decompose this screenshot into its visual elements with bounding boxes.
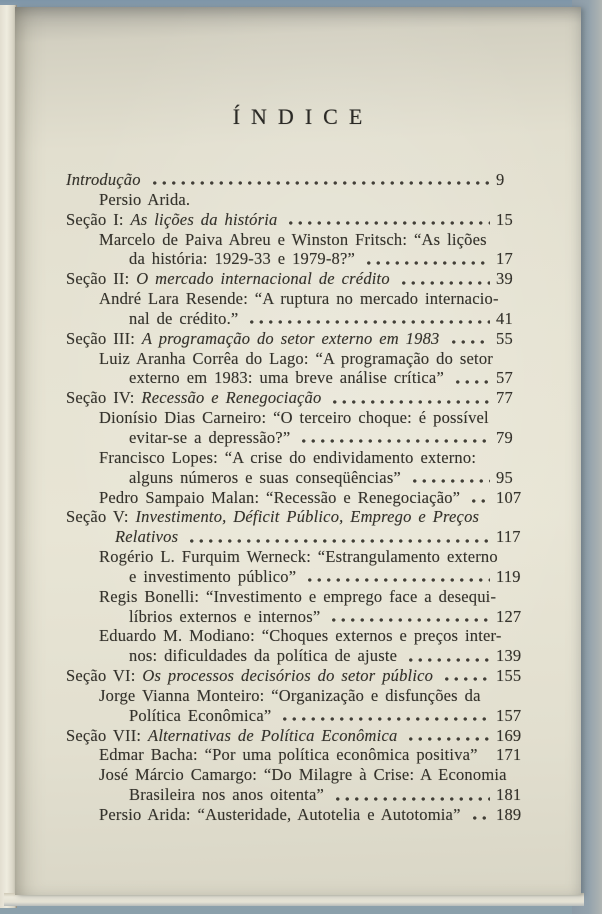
dot-leader [305,567,490,587]
book-page [15,7,581,895]
toc-entry-text: líbrios externos e internos” [129,606,321,626]
toc-page-number: 41 [496,308,513,328]
toc-entry-text: Seção VI: Os processos decisórios do setor público [66,666,434,686]
toc-page-number: 189 [496,805,522,824]
toc-entry-text: Seção VII: Alternativas de Política Econômica [66,725,398,745]
dot-leader [187,527,490,547]
dot-leader [449,329,491,349]
dot-leader [150,170,490,190]
dot-leader [453,368,490,388]
toc-entry-text: Brasileira nos anos oitenta” [129,785,325,805]
toc-row [15,726,581,746]
toc-entry-text: alguns números e suas conseqüências” [129,467,401,487]
toc-page-number: 127 [496,606,522,626]
toc-list [15,170,581,825]
toc-page-number: 155 [496,666,522,686]
toc-page-number: 169 [496,725,522,745]
dot-leader [247,309,490,329]
toc-page-number: 139 [496,646,522,666]
toc-row [15,388,581,408]
toc-row [15,210,581,230]
toc-page-number: 95 [496,467,513,487]
toc-entry-text: Seção V: Investimento, Déficit Público, Emprego e Preços [66,507,480,527]
toc-entry-text: Edmar Bacha: “Por uma política econômica positiva” [99,745,478,765]
toc-entry-text: Regis Bonelli: “Investimento e emprego face a desequi- [99,586,497,606]
toc-row [15,408,581,428]
toc-entry-text: Persio Arida. [99,189,191,209]
toc-row [15,309,581,329]
toc-entry-text: nos: dificuldades da política de ajuste [129,646,398,666]
toc-row [15,745,581,765]
toc-row [15,626,581,646]
toc-page-number: 171 [496,745,522,765]
toc-row [15,249,581,269]
toc-entry-text: Seção III: A programação do setor externo em 1983 [66,328,440,348]
page-title: ÍNDICE [232,104,374,129]
toc-entry-text: Política Econômica” [129,705,272,725]
toc-row [15,587,581,607]
dot-leader [286,210,490,230]
toc-row [15,646,581,666]
toc-row [15,190,581,210]
toc-page-number: 107 [496,487,522,507]
toc-row [15,607,581,627]
toc-entry-text: da história: 1929-33 e 1979-8?” [129,249,356,269]
toc-page-number: 17 [496,249,513,269]
dot-leader [364,249,490,269]
toc-entry-text: André Lara Resende: “A ruptura no mercado internacio- [99,289,499,309]
toc-row [15,428,581,448]
dot-leader [470,805,490,825]
toc-page-number: 9 [496,170,505,189]
toc-row [15,805,581,825]
toc-entry-text: externo em 1983: uma breve análise crítica” [129,368,444,388]
toc-entry-text: evitar-se a depressão?” [129,427,291,447]
toc-entry-text: Eduardo M. Modiano: “Choques externos e preços inter- [99,626,502,646]
dot-leader [410,468,490,488]
toc-row [15,368,581,388]
toc-entry-text: Pedro Sampaio Malan: “Recessão e Renegociação” [99,487,461,507]
dot-leader [280,706,490,726]
toc-row [15,686,581,706]
toc-page-number: 119 [496,566,521,586]
toc-entry-text: Relativos [115,527,179,547]
toc-row [15,230,581,250]
toc-row [15,567,581,587]
toc-entry-text: José Márcio Camargo: “Do Milagre à Crise: A Economia [99,765,507,785]
toc-page-number: 181 [496,785,522,805]
toc-row [15,488,581,508]
dot-leader [399,269,490,289]
toc-row [15,706,581,726]
toc-page-number: 77 [496,388,513,408]
toc-row [15,666,581,686]
dot-leader [406,646,490,666]
toc-row [15,329,581,349]
toc-row [15,547,581,567]
toc-entry-text: Seção I: As lições da história [66,209,278,229]
toc-page-number: 39 [496,269,513,289]
dot-leader [330,388,490,408]
dot-leader [487,745,490,765]
toc-page-number: 57 [496,368,513,388]
toc-entry-text: Dionísio Dias Carneiro: “O terceiro choque: é possível [99,408,489,428]
toc-page-number: 15 [496,209,513,229]
dot-leader [442,666,490,686]
toc-page-number: 117 [496,527,521,547]
toc-entry-text: Luiz Aranha Corrêa do Lago: “A programação do setor [99,348,493,368]
toc-entry-text: Persio Arida: “Austeridade, Autotelia e Autotomia” [99,805,461,824]
dot-leader [406,726,490,746]
toc-row [15,468,581,488]
toc-entry-text: Rogério L. Furquim Werneck: “Estrangulamento externo [99,547,498,567]
dot-leader [333,785,490,805]
toc-row [15,289,581,309]
toc-page-number: 157 [496,705,522,725]
toc-row [15,269,581,289]
dot-leader [299,428,490,448]
toc-page-number: 55 [496,328,513,348]
toc-entry-text: Marcelo de Paiva Abreu e Winston Fritsch: “As lições [99,229,487,249]
toc-entry-text: nal de crédito.” [129,308,239,328]
toc-entry-text: Seção IV: Recessão e Renegociação [66,388,322,408]
toc-row [15,785,581,805]
toc-row [15,448,581,468]
toc-row [15,527,581,547]
toc-row [15,765,581,785]
toc-page-number: 79 [496,427,513,447]
toc-entry-text: Introdução [66,170,141,189]
toc-row [15,507,581,527]
toc-row [15,170,581,190]
dot-leader [469,488,490,508]
toc-entry-text: Seção II: O mercado internacional de crédito [66,269,390,289]
toc-entry-text: Jorge Vianna Monteiro: “Organização e disfunções da [99,685,481,705]
toc-entry-text: e investimento público” [129,566,297,586]
toc-entry-text: Francisco Lopes: “A crise do endividamento externo: [99,447,477,467]
toc-row [15,349,581,369]
dot-leader [329,607,490,627]
